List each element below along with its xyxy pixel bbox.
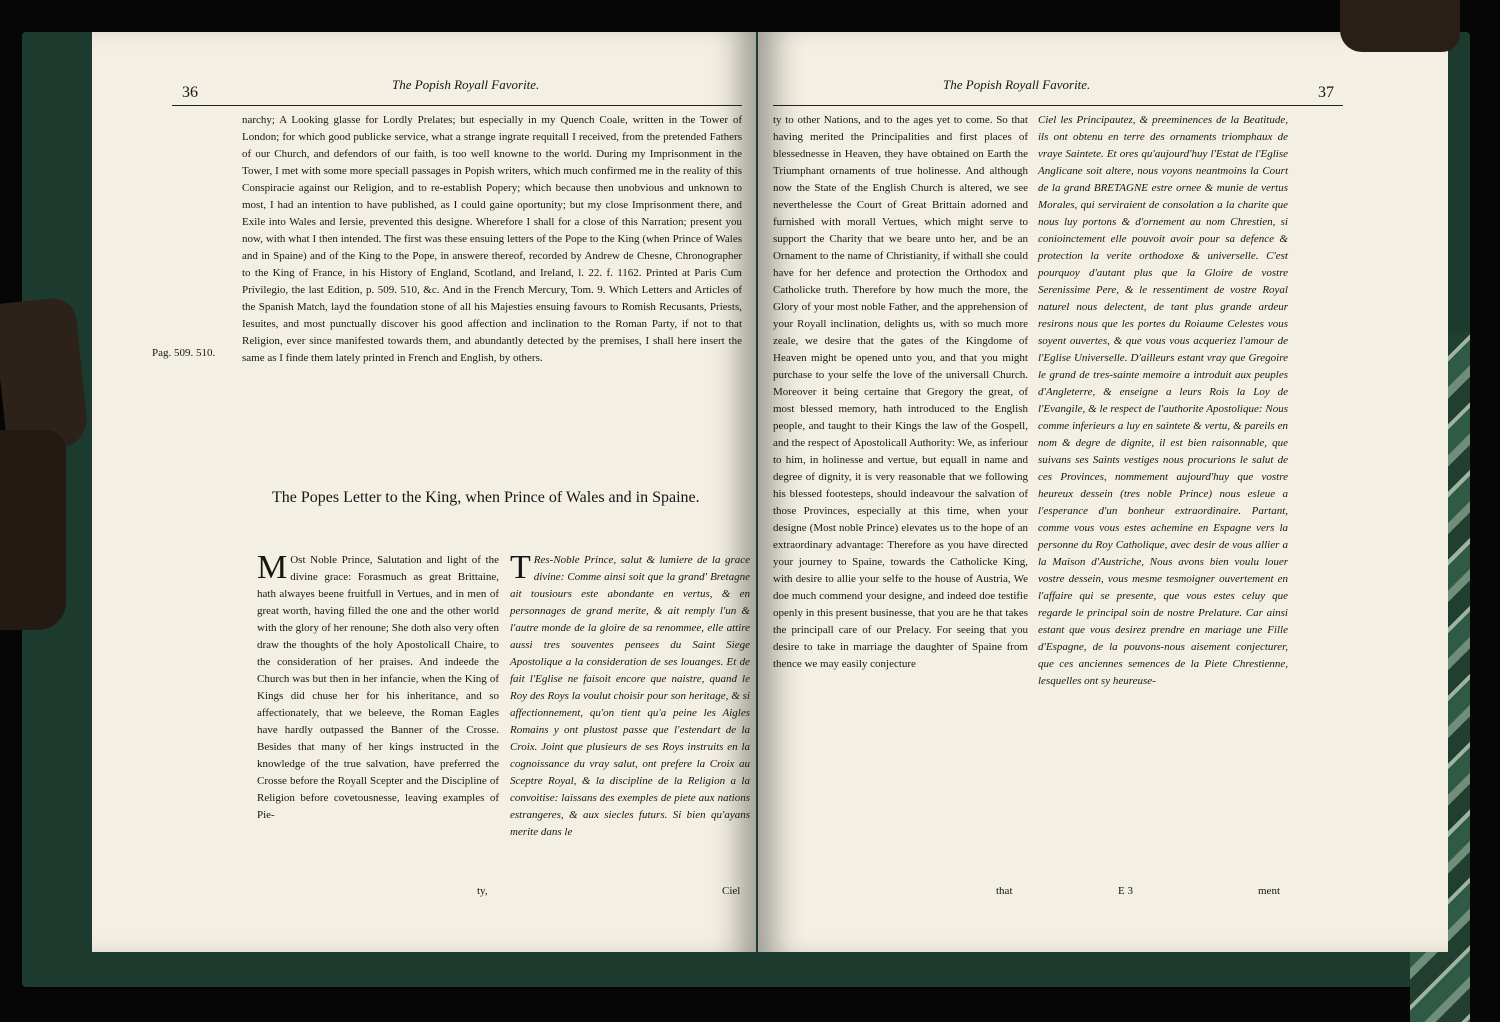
book-clip	[0, 430, 66, 630]
head-rule	[172, 105, 742, 106]
english-column	[257, 549, 499, 824]
drop-cap: M	[257, 549, 288, 586]
left-page	[92, 32, 756, 952]
catchword: Ciel	[722, 885, 741, 897]
french-column	[510, 549, 750, 841]
french-column	[1038, 112, 1288, 690]
running-head: The Popish Royall Favorite.	[392, 77, 540, 92]
english-letter-text: Ost Noble Prince, Salutation and light of the divine grace: Forasmuch as great Brittaine, hath alwayes beene fruitfull in Vertues, and in men of great worth, having filled the one and the other world with the glory of her renoune; She doth also very often draw the thoughts of the holy Apostolicall Chaire, to the consideration of her praises. And indeede the Church was but then in her infancie, when the King of Kings did chuse her for his inheritance, and so affectionately, that we beleeve, the Roman Eagles have hardly outpassed the Banner of the Crosse. Besides that many of her kings instructed in the knowledge of the true salvation, have preferred the Crosse before the Royall Scepter and the Discipline of Religion before covetousnesse, leaving examples of Pie-	[257, 554, 499, 821]
book-clip	[1340, 0, 1460, 52]
catchword: that	[996, 885, 1013, 897]
french-letter-text: Ciel les Principautez, & preeminences de la Beatitude, ils ont obtenu en terre des ornaments triomphaux de vraye Saintete. Et ores qu'aujourd'huy l'Estat de l'Eglise Anglicane soit altere, nous voyons neantmoins la Court de la grand BRETAGNE estre ornee & munie de vertus Morales, qui serviraient de consolation a la charite que nous luy portons & d'ornement au nom Chrestien, si conioinctement elle pouvoit avoir pour sa defence & protection la verite orthodoxe & universelle. C'est pourquoy d'autant plus que la Gloire de vostre Serenissime Pere, & le ressentiment de vostre Royal naturel nous delectent, de tant plus grande ardeur resirons nous que les portes du Roiaume Celestes vous soyent ouvertes, & que vous vous acqueriez l'amour de l'Eglise Universelle. D'ailleurs estant vray que Gregoire le grand de tres-sainte memoire a introduit aux peuples d'Angleterre, & enseigne a leurs Rois la Loy de l'Evangile, & le respect de l'authorite Apostolique: Nous comme inferieurs a luy en saintete & vertu, & pareils en nom & degre de dignite, il est bien raisonnable, que suivans ses Saints vestiges nous procurions le salut de ces Provinces, nommement aujourd'huy que vostre heureux dessein (tres noble Prince) nous esleue a l'esperance d'un bonheur extraordinaire. Partant, comme vous vous estes achemine en Espagne vers la personne du Roy Catholique, avec desir de vous allier a la Maison d'Austriche, Nous avons bien voulu louer vostre dessein, vous mesme tesmoigner ouvertement en l'affaire qui se presente, que vous estes celuy que regarde le principal soin de nostre Prelature. Car ainsi estant que vous desirez prendre en mariage une Fille d'Espagne, de la pouvons-nous aisement conjecturer, que ces anciennes semences de la Piete Chrestienne, lesquelles ont sy heureuse-	[1038, 114, 1288, 687]
page-number: 36	[182, 84, 198, 101]
margin-note: Pag. 509. 510.	[152, 347, 216, 359]
english-column	[773, 112, 1028, 673]
running-head: The Popish Royall Favorite.	[943, 77, 1091, 92]
page-number: 37	[1318, 84, 1334, 101]
head-rule	[773, 105, 1343, 106]
english-letter-text: ty to other Nations, and to the ages yet to come. So that having merited the Principalities and first places of blessednesse in Heaven, they have obtained on Earth the Triumphant ornaments of true holinesse. And although now the State of the English Church is altered, we see neverthelesse the Court of Great Brittain adorned and furnished with morall Vertues, which might serve to support the Charity that we beare unto her, and be an Ornament to the name of Christianity, if withall she could have for her defence and protection the Orthodox and Catholicke truth. Therefore by how much the more, the Glory of your most noble Father, and the apprehension of your Royall inclination, delights us, with so much more zeale, we desire that the gates of the Kingdome of Heaven might be opened unto you, and that you might purchase to your selfe the love of the universall Church. Moreover it being certaine that Gregory the great, of most blessed memory, hath introduced to the English people, and taught to their Kings the law of the Gospell, and the respect of Apostolicall Authority: We, as inferiour to him, in holinesse and vertue, but equall in name and degree of dignity, it is very reasonable that we following his blessed footesteps, should indeavour the salvation of those Provinces, especially at this time, when your designe (Most noble Prince) elevates us to the hope of an extraordinary advantage: Therefore as you have directed your journey to Spaine, towards the Catholicke King, with desire to allie your selfe to the house of Austria, We doe much commend your designe, and indeed doe testifie openly in this present businesse, that you are he that takes the principall care of our Prelacy. For seeing that you desire to take in marriage the daughter of Spaine from thence we may easily conjecture	[773, 114, 1028, 670]
french-letter-text: Res-Noble Prince, salut & lumiere de la grace divine: Comme ainsi soit que la grand' Bretagne ait tousiours este abondante en vertus, & en personnages de grand merite, & ait remply l'un & l'autre monde de la gloire de sa renommee, elle attire aussi tres souventes pensees du Saint Siege Apostolique a la consideration de ses louanges. Et de fait l'Eglise ne faisoit encore que naistre, quand le Roy des Roys la voulut choisir pour son heritage, & si affectionnement, qu'on tient qu'a peine les Aigles Romains y ont plustost passe que l'estendart de la Croix. Joint que plusieurs de ses Roys instruits en la cognoissance du vray salut, ont prefere la Croix au Sceptre Royal, & la discipline de la Religion a la convoitise: laissans des exemples de piete aux nations estrangeres, & aux siecles futurs. Si bien qu'ayans merite dans le	[510, 554, 750, 838]
main-text	[242, 112, 742, 367]
catchword: ty,	[477, 885, 488, 897]
drop-cap: T	[510, 549, 531, 586]
signature-mark: E 3	[1118, 885, 1133, 897]
right-page	[758, 32, 1448, 952]
letter-heading: The Popes Letter to the King, when Prince of Wales and in Spaine.	[272, 489, 700, 506]
catchword: ment	[1258, 885, 1280, 897]
narration-paragraph: narchy; A Looking glasse for Lordly Prelates; but especially in my Quench Coale, written in the Tower of London; for which good publicke service, what a strange ingrate requitall I received, from the pretended Fathers of our Church, and defendors of our faith, is too well knowne to the world. During my Imprisonment in the Tower, I met with some more speciall passages in Popish writers, which much confirmed me in the reality of this Conspiracie against our Religion, and to re-establish Popery; which because then unobvious and unknown to most, I had an intention to have published, as I could gaine oportunity; but my close Imprisonment there, and Exile into Wales and Iersie, prevented this designe. Wherefore I shall for a close of this Narration; present you now, with what I then intended. The first was these ensuing letters of the Pope to the King (when Prince of Wales and in Spaine) and of the King to the Pope, in answere thereof, recorded by Andrew de Chesne, Chronographer to the King of France, in his History of England, Scotland, and Ireland, l. 22. f. 1162. Printed at Paris Cum Privilegio, the last Edition, p. 509. 510, &c. And in the French Mercury, Tom. 9. Which Letters and Articles of the Spanish Match, layd the foundation stone of all his Majesties ensuing favours to Romish Recusants, Priests, Iesuites, and most punctually discover his good affection and inclination to the Roman Party, if not to that Religion, ever since manifested towards them, and abundantly detected by the premises, I shall here insert the same as I finde them lately printed in French and English, by others.	[242, 114, 742, 364]
